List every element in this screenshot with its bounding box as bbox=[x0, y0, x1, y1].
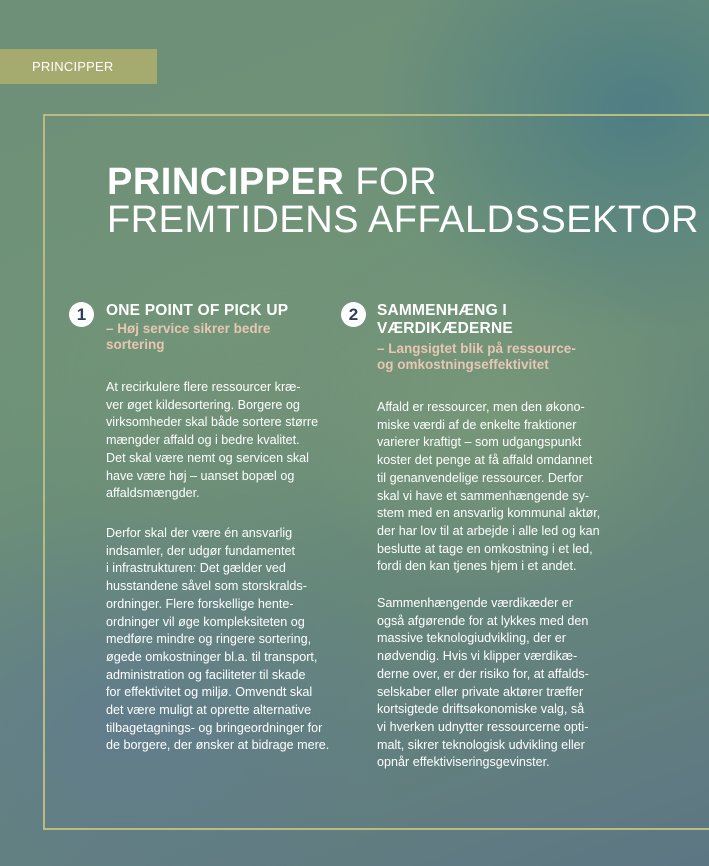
page-title-strong: PRINCIPPER bbox=[107, 161, 345, 203]
principle-subheading: – Langsigtet blik på ressource- og omkostningseffektivitet bbox=[377, 341, 576, 372]
principle-heading: ONE POINT OF PICK UP bbox=[106, 302, 289, 319]
principle-paragraph: Derfor skal der være én ansvarlig indsamler, der udgør fundamentet i infrastrukturen: Det gælder ved husstandene såvel som storskralds- ordninger. Flere forskellige hente- ordninger vil øge kompleksiteten og medføre mindre og ringere sortering, øgede omkostninger bl.a. til transport, administration og faciliteter til skade for effektivitet og miljø. Omvendt skal det være muligt at oprette alternative tilbagetagnings- og bringeordninger for de borgere, der ønsker at bidrage mere. bbox=[106, 526, 330, 753]
principle-paragraph: Sammenhængende værdikæder er også afgørende for at lykkes med den massive teknologiudvikling, der er nødvendig. Hvis vi klipper værdikæ- derne over, er der risiko for, at affalds- selskaber eller private aktører træffer kortsigtede driftsøkonomiske valg, så vi hverken udnytter ressourcerne opti- malt, sikrer teknologisk udvikling eller opnår effektiviseringsgevinster. bbox=[377, 596, 589, 770]
page-title-rest: FOR bbox=[344, 161, 438, 203]
page-title bbox=[107, 163, 699, 239]
principle-paragraph: At recirkulere flere ressourcer kræ- ver øget kildesortering. Borgere og virksomheder skal både sortere større mængder affald og i bedre kvalitet. Det skal være nemt og servicen skal have være høj – uanset bopæl og affaldsmængder. bbox=[106, 380, 319, 501]
principle-heading: SAMMENHÆNG I VÆRDIKÆDERNE bbox=[377, 302, 513, 337]
page-title-line2: FREMTIDENS AFFALDSSEKTOR bbox=[107, 199, 699, 241]
principle-number-badge: 1 bbox=[69, 302, 94, 327]
section-tag bbox=[0, 49, 157, 84]
principle-paragraph: Affald er ressourcer, men den økono- miske værdi af de enkelte fraktioner varierer kraftigt – som udgangspunkt koster det penge at få affald omdannet til genanvendelige ressourcer. Derfor skal vi have et sammenhængende sy- stem med en ansvarlig kommunal aktør, der har lov til at arbejde i alle led og kan beslutte at tage en omkostning i et led, fordi den kan tjenes hjem i et andet. bbox=[377, 400, 601, 574]
section-tag-label: PRINCIPPER bbox=[32, 59, 114, 74]
principle-number-badge: 2 bbox=[341, 302, 366, 327]
principle-subheading: – Høj service sikrer bedre sortering bbox=[106, 321, 271, 352]
